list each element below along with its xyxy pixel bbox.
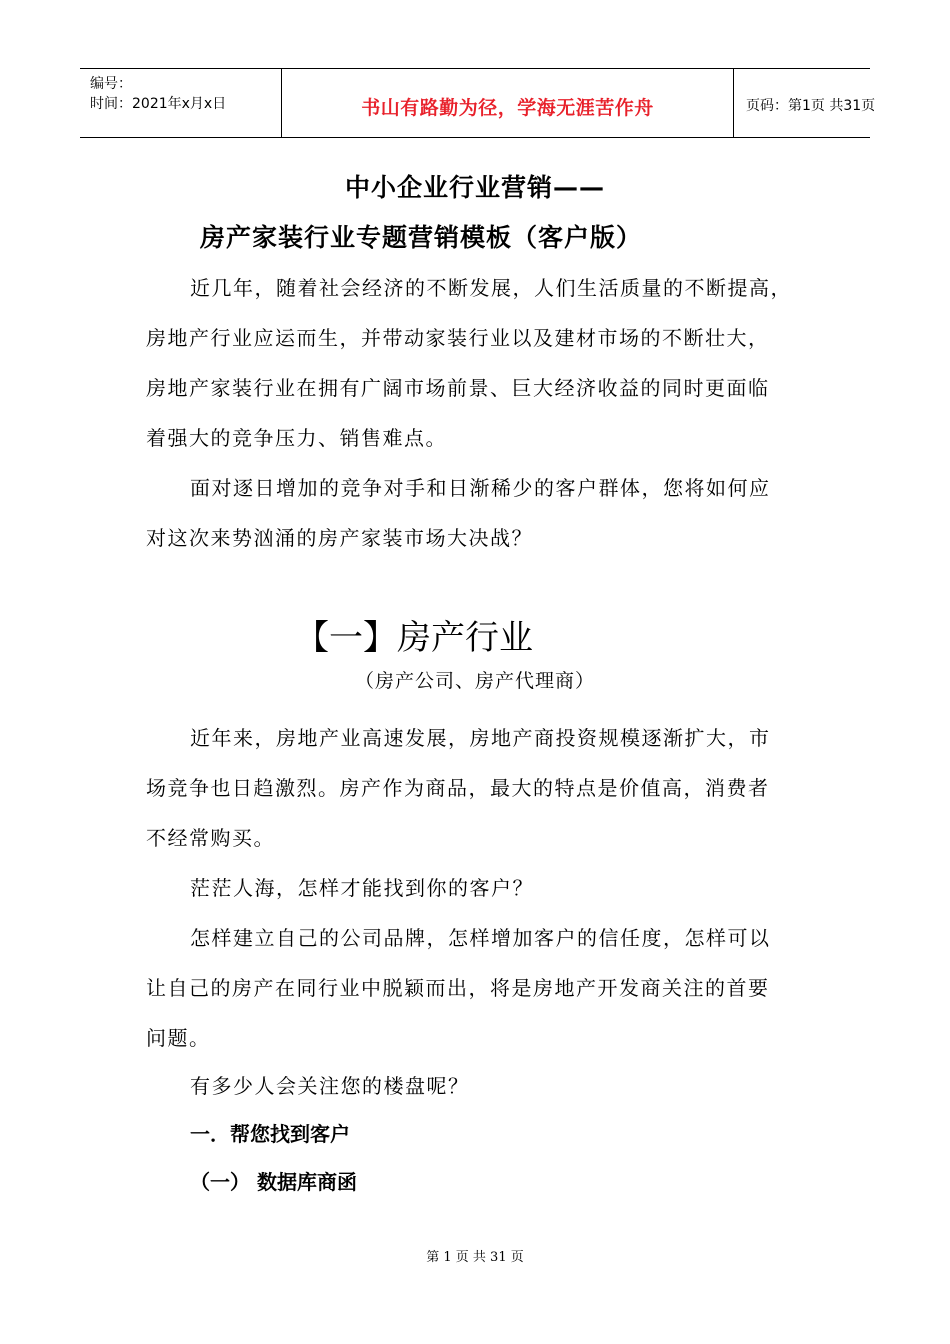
section-line: 茫茫人海，怎样才能找到你的客户？ <box>190 876 534 900</box>
header-page-cell <box>734 69 876 137</box>
header-motto: 书山有路勤为径，学海无涯苦作舟 <box>361 97 654 119</box>
header-page-info: 页码：第1页 共31页 <box>746 98 876 114</box>
section-line: 近年来，房地产业高速发展，房地产商投资规模逐渐扩大，市 <box>190 726 771 750</box>
header-meta-cell <box>80 69 282 137</box>
section-line: 问题。 <box>146 1026 211 1050</box>
page-footer: 第 1 页 共 31 页 <box>426 1250 524 1265</box>
section-subtitle: （房产公司、房产代理商） <box>354 670 595 692</box>
heading-database-mail: （一） 数据库商函 <box>190 1170 357 1194</box>
section-line: 不经常购买。 <box>146 826 275 850</box>
intro-line: 面对逐日增加的竞争对手和日渐稀少的客户群体，您将如何应 <box>190 476 771 500</box>
intro-line: 着强大的竞争压力、销售难点。 <box>146 426 447 450</box>
intro-line: 房地产家装行业在拥有广阔市场前景、巨大经济收益的同时更面临 <box>146 376 770 400</box>
document-title-line2: 房产家装行业专题营销模板（客户版） <box>200 223 643 252</box>
section-line: 怎样建立自己的公司品牌，怎样增加客户的信任度，怎样可以 <box>190 926 771 950</box>
intro-line: 近几年，随着社会经济的不断发展，人们生活质量的不断提高， <box>190 276 792 300</box>
heading-find-customers: 一．帮您找到客户 <box>190 1122 350 1146</box>
section-title: 【一】房产行业 <box>295 618 533 658</box>
section-line: 有多少人会关注您的楼盘呢？ <box>190 1074 470 1098</box>
intro-line: 对这次来势汹涌的房产家装市场大决战？ <box>146 526 533 550</box>
section-line: 场竞争也日趋激烈。房产作为商品，最大的特点是价值高，消费者 <box>146 776 770 800</box>
document-title-line1: 中小企业行业营销—— <box>344 173 605 202</box>
time-label: 时间：2021年x月x日 <box>90 96 227 112</box>
document-header-table <box>80 68 876 138</box>
number-label: 编号： <box>90 76 132 92</box>
header-motto-cell <box>282 69 734 137</box>
intro-line: 房地产行业应运而生，并带动家装行业以及建材市场的不断壮大， <box>146 326 770 350</box>
section-line: 让自己的房产在同行业中脱颖而出，将是房地产开发商关注的首要 <box>146 976 770 1000</box>
